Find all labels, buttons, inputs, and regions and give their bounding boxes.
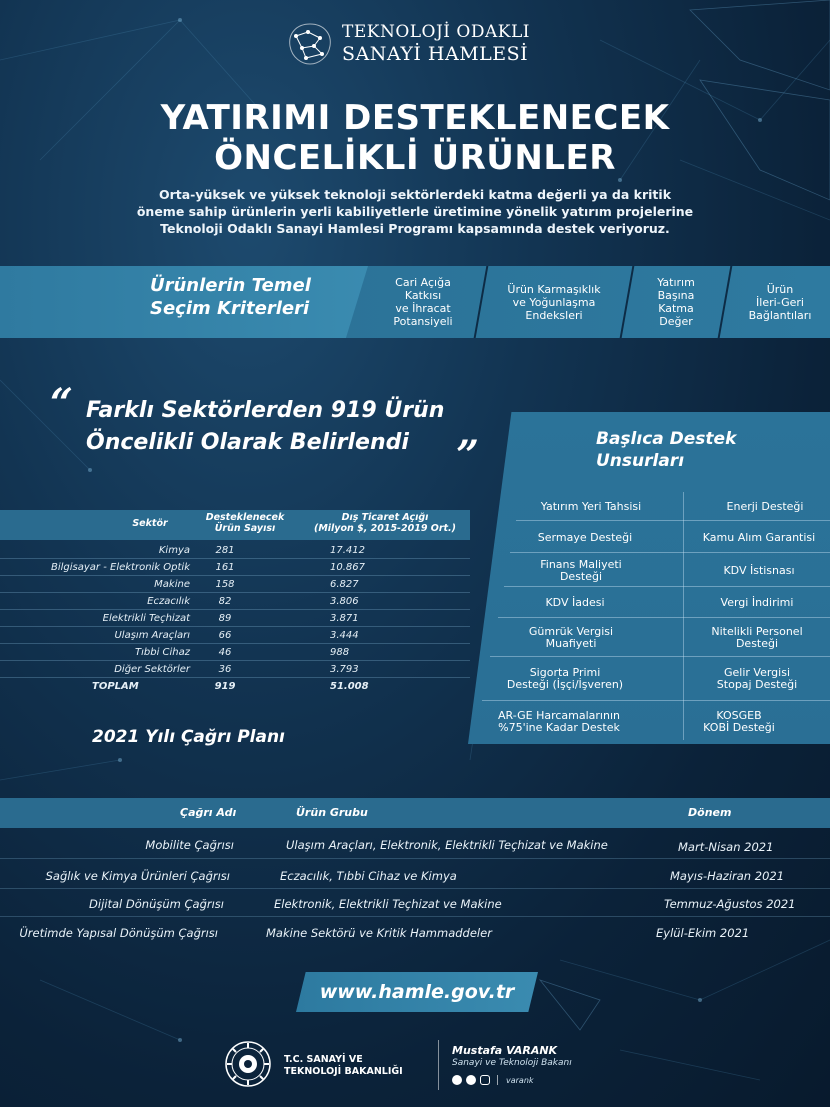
table-row — [0, 576, 470, 593]
support-item-text: %75'ine Kadar Destek — [498, 721, 620, 734]
ministry-name-line: T.C. SANAYİ VE — [284, 1054, 363, 1065]
criteria-item — [730, 266, 830, 338]
support-row-divider — [516, 520, 830, 521]
table-row — [0, 542, 470, 559]
support-row-divider — [504, 586, 830, 587]
support-title-line: Başlıca Destek — [596, 429, 737, 449]
criteria-item-line: Katma — [658, 302, 694, 315]
cell-sector: Elektrikli Teçhizat — [102, 613, 190, 624]
cell-sector: Ulaşım Araçları — [114, 630, 190, 641]
support-item-text: Gelir Vergisi — [723, 666, 791, 679]
minister-last-name: VARANK — [506, 1044, 558, 1057]
support-title-line: Unsurları — [596, 451, 685, 471]
support-item-text: Yatırım Yeri Tahsisi — [540, 500, 642, 513]
table-row — [0, 644, 470, 661]
cell-call-name: Dijital Dönüşüm Çağrısı — [89, 897, 224, 911]
cell-period: Mayıs-Haziran 2021 — [670, 869, 785, 883]
criteria-item-line: Başına — [657, 289, 695, 302]
support-row-divider — [482, 700, 830, 701]
criteria-item-line: Endeksleri — [525, 308, 583, 322]
cell-count: 158 — [215, 579, 235, 590]
support-item — [674, 532, 830, 544]
support-item-text: Stopaj Desteği — [716, 678, 798, 691]
table-row — [0, 559, 470, 576]
cell-product-group: Ulaşım Araçları, Elektronik, Elektrikli Teçhizat ve Makine — [286, 838, 608, 852]
criteria-item-line: Bağlantıları — [748, 308, 812, 322]
support-column-divider — [683, 492, 684, 740]
table-row — [0, 661, 470, 678]
cell-sector: Eczacılık — [147, 596, 190, 607]
header-trade-line: (Milyon $, 2015-2019 Ort.) — [313, 523, 456, 534]
criteria-title — [150, 274, 360, 320]
criteria-item-line: ve Yoğunlaşma — [512, 295, 596, 309]
support-item — [486, 626, 656, 650]
table-row — [0, 593, 470, 610]
social-handle[interactable]: varank — [506, 1075, 534, 1085]
cell-sector: Tıbbi Cihaz — [134, 647, 190, 658]
minister-first-name: Mustafa — [452, 1044, 503, 1057]
facebook-icon[interactable] — [452, 1075, 462, 1085]
header-sector: Sektör — [132, 518, 168, 529]
support-row-divider — [490, 656, 830, 657]
support-item-text: KOBİ Desteği — [703, 721, 775, 734]
header-trade — [300, 512, 470, 534]
cell-sector: Diğer Sektörler — [114, 664, 190, 675]
cell-count: 161 — [215, 562, 235, 573]
cell-call-name: Üretimde Yapısal Dönüşüm Çağrısı — [19, 926, 218, 940]
support-item-text: Gümrük Vergisi — [528, 625, 614, 638]
support-item-text: KDV İadesi — [545, 596, 605, 609]
support-item-text: AR-GE Harcamalarının — [498, 709, 620, 722]
cell-trade: 10.867 — [330, 562, 365, 573]
header-period: Dönem — [688, 806, 732, 819]
intro-line: öneme sahip ürünlerin yerli kabiliyetlerle üretimine yönelik yatırım projelerine — [136, 204, 694, 219]
criteria-item — [486, 266, 622, 338]
support-item-text: KOSGEB — [716, 709, 762, 722]
cell-trade: 3.806 — [330, 596, 359, 607]
support-item — [474, 710, 644, 734]
criteria-item — [632, 266, 720, 338]
cell-trade: 988 — [330, 647, 350, 658]
support-item-text: Desteği — [559, 570, 603, 583]
support-item — [672, 667, 830, 691]
header-count — [190, 512, 300, 534]
close-quote-mark: ” — [456, 432, 480, 479]
support-item — [674, 565, 830, 577]
table-total-row — [0, 678, 470, 695]
cell-call-name: Sağlık ve Kimya Ürünleri Çağrısı — [45, 869, 230, 883]
instagram-icon[interactable] — [480, 1075, 490, 1085]
logo-text-line1: TEKNOLOJİ ODAKLI — [342, 22, 530, 42]
open-quote-mark: “ — [50, 380, 74, 427]
intro-line: Orta-yüksek ve yüksek teknoloji sektörlerdeki katma değerli ya da kritik — [158, 187, 672, 202]
website-link[interactable]: www.hamle.gov.tr — [319, 981, 515, 1003]
cell-count: 82 — [218, 596, 232, 607]
criteria-item — [370, 266, 476, 338]
network-brain-logo-icon — [284, 20, 336, 68]
support-title — [596, 428, 736, 472]
criteria-item-line: Ürün Karmaşıklık — [507, 282, 601, 296]
page-title-line1: YATIRIMI DESTEKLENECEK — [160, 98, 670, 138]
ministry-seal-icon — [224, 1040, 272, 1088]
support-item — [672, 626, 830, 650]
criteria-item-line: İleri-Geri — [756, 295, 804, 309]
cell-count: 46 — [218, 647, 232, 658]
cell-total-trade: 51.008 — [330, 681, 369, 692]
support-item-text: Sermaye Desteği — [537, 531, 633, 544]
table-row — [0, 918, 830, 945]
cell-sector: Kimya — [158, 545, 190, 556]
cell-trade: 6.827 — [330, 579, 359, 590]
cell-count: 281 — [215, 545, 235, 556]
cell-trade: 17.412 — [330, 545, 365, 556]
ministry-name — [284, 1054, 403, 1078]
footer-divider — [438, 1040, 439, 1090]
criteria-title-line: Ürünlerin Temel — [150, 275, 311, 296]
criteria-item-line: ve İhracat — [395, 302, 451, 315]
criteria-item-line: Değer — [659, 315, 693, 328]
cell-period: Temmuz-Ağustos 2021 — [664, 897, 796, 911]
header-call-name: Çağrı Adı — [180, 806, 237, 819]
cell-sector: Bilgisayar - Elektronik Optik — [51, 562, 190, 573]
table-row — [0, 627, 470, 644]
criteria-item-line: Yatırım — [657, 276, 695, 289]
support-item-text: Sigorta Primi — [529, 666, 601, 679]
cell-count: 36 — [218, 664, 232, 675]
support-item-text: Finans Maliyeti — [540, 558, 622, 571]
support-item-text: Muafiyeti — [545, 637, 597, 650]
support-row-divider — [498, 617, 830, 618]
cell-count: 66 — [218, 630, 232, 641]
support-item — [496, 559, 666, 583]
cell-period: Eylül-Ekim 2021 — [656, 926, 750, 940]
support-item — [654, 710, 824, 734]
social-divider — [497, 1075, 498, 1085]
support-item-text: Vergi İndirimi — [720, 596, 794, 609]
logo-text-line2: SANAYİ HAMLESİ — [342, 43, 529, 65]
cell-period: Mart-Nisan 2021 — [678, 840, 774, 854]
criteria-item-line: Katkısı — [404, 289, 442, 302]
headline-line2: Öncelikli Olarak Belirlendi — [86, 430, 409, 455]
twitter-icon[interactable] — [466, 1075, 476, 1085]
cell-trade: 3.444 — [330, 630, 359, 641]
ministry-name-line: TEKNOLOJİ BAKANLIĞI — [284, 1066, 403, 1077]
cell-total-count: 919 — [214, 681, 236, 692]
table-row — [0, 890, 830, 917]
call-plan-title: 2021 Yılı Çağrı Planı — [92, 727, 285, 747]
table-row — [0, 862, 830, 889]
header-product-group: Ürün Grubu — [296, 806, 368, 819]
support-item-text: Enerji Desteği — [726, 500, 804, 513]
cell-product-group: Elektronik, Elektrikli Teçhizat ve Makine — [274, 897, 502, 911]
support-item — [490, 597, 660, 609]
minister-title: Sanayi ve Teknoloji Bakanı — [452, 1058, 572, 1068]
cell-total-label: TOPLAM — [92, 681, 139, 692]
criteria-item-line: Potansiyeli — [393, 315, 453, 328]
header-count-line: Ürün Sayısı — [214, 523, 276, 534]
cell-trade: 3.871 — [330, 613, 359, 624]
criteria-title-line: Seçim Kriterleri — [150, 298, 310, 319]
intro-line: Teknoloji Odaklı Sanayi Hamlesi Programı kapsamında destek veriyoruz. — [160, 221, 670, 236]
cell-product-group: Makine Sektörü ve Kritik Hammaddeler — [266, 926, 492, 940]
table-row — [0, 610, 470, 627]
criteria-item-line: Cari Açığa — [395, 276, 451, 289]
minister-name — [452, 1044, 557, 1057]
support-item — [506, 501, 676, 513]
support-item — [680, 501, 830, 513]
intro-paragraph — [110, 186, 720, 237]
headline-line1: Farklı Sektörlerden 919 Ürün — [86, 398, 445, 423]
header-logo — [284, 16, 554, 72]
support-item — [480, 667, 650, 691]
cell-product-group: Eczacılık, Tıbbi Cihaz ve Kimya — [280, 869, 457, 883]
support-item-text: KDV İstisnası — [723, 564, 795, 577]
header-count-line: Desteklenecek — [205, 512, 285, 523]
table-row — [0, 832, 830, 859]
support-item-text: Desteği — [735, 637, 779, 650]
support-item-text: Desteği (İşçi/İşveren) — [506, 678, 624, 691]
support-row-divider — [510, 552, 830, 553]
cell-count: 89 — [218, 613, 232, 624]
criteria-item-line: Ürün — [766, 282, 794, 296]
support-item-text: Kamu Alım Garantisi — [702, 531, 816, 544]
support-item — [500, 532, 670, 544]
cell-trade: 3.793 — [330, 664, 359, 675]
page-title-line2: ÖNCELİKLİ ÜRÜNLER — [214, 138, 616, 178]
social-links — [452, 1073, 534, 1087]
support-item — [672, 597, 830, 609]
support-item-text: Nitelikli Personel — [711, 625, 803, 638]
header-trade-line: Dış Ticaret Açığı — [341, 512, 429, 523]
cell-call-name: Mobilite Çağrısı — [145, 838, 234, 852]
cell-sector: Makine — [154, 579, 190, 590]
